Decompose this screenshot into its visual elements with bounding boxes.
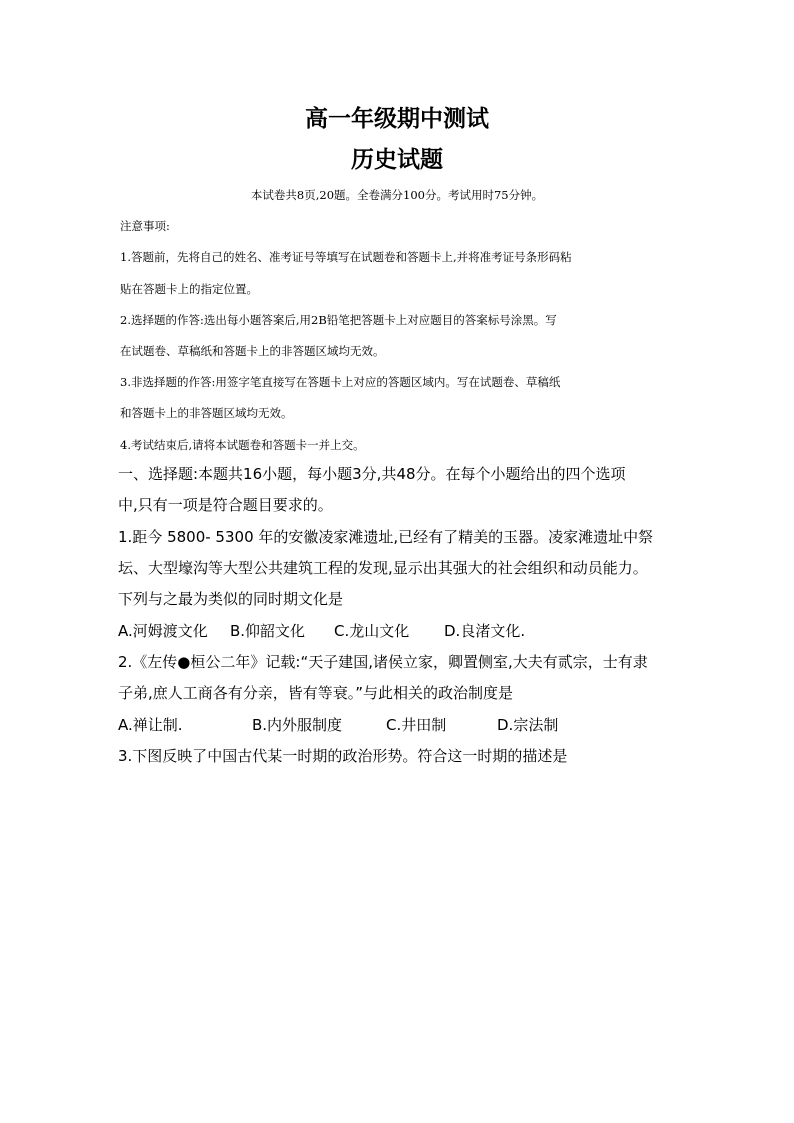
notice-heading: 注意事项: xyxy=(120,219,170,233)
question-3-line-1: 3.下图反映了中国古代某一时期的政治形势。符合这一时期的描述是 xyxy=(118,747,568,765)
question-2-line-1: 2.《左传●桓公二年》记载:“天子建国,诸侯立家，卿置侧室,大夫有贰宗，士有隶 xyxy=(118,653,648,671)
section-heading-line-2: 中,只有一项是符合题目要求的。 xyxy=(118,496,333,514)
q2-option-b: B.内外服制度 xyxy=(252,716,343,734)
q1-option-a: A.河姆渡文化 xyxy=(118,622,208,640)
notice-3-line-2: 和答题卡上的非答题区域均无效。 xyxy=(120,406,293,420)
notice-1-line-2: 贴在答题卡上的指定位置。 xyxy=(120,282,258,296)
q1-option-c: C.龙山文化 xyxy=(334,622,410,640)
q2-option-a: A.禅让制. xyxy=(118,716,183,734)
question-1-line-2: 坛、大型壕沟等大型公共建筑工程的发现,显示出其强大的社会组织和动员能力。 xyxy=(118,559,648,577)
question-1-line-1: 1.距今 5800- 5300 年的安徽凌家滩遗址,已经有了精美的玉器。凌家滩遗址中祭 xyxy=(118,528,654,546)
question-1-options xyxy=(118,620,525,642)
q1-option-d: D.良渚文化. xyxy=(444,622,526,640)
notice-1-line-1: 1.答题前，先将自己的姓名、准考证号等填写在试题卷和答题卡上,并将准考证号条形码粘 xyxy=(120,250,572,264)
q1-option-b: B.仰韶文化 xyxy=(230,622,306,640)
section-heading-line-1: 一、选择题:本题共16小题，每小题3分,共48分。在每个小题给出的四个选项 xyxy=(118,465,626,483)
question-1-line-3: 下列与之最为类似的同时期文化是 xyxy=(118,590,344,608)
q2-option-c: C.井田制 xyxy=(386,716,447,734)
subject-title: 历史试题 xyxy=(351,146,443,173)
exam-title: 高一年级期中测试 xyxy=(305,105,489,132)
notice-4: 4.考试结束后,请将本试题卷和答题卡一并上交。 xyxy=(120,438,365,452)
notice-3-line-1: 3.非选择题的作答:用签字笔直接写在答题卡上对应的答题区域内。写在试题卷、草稿纸 xyxy=(120,375,561,389)
notice-2-line-1: 2.选择题的作答:选出每小题答案后,用2B铅笔把答题卡上对应题目的答案标号涂黑。写 xyxy=(120,313,557,327)
q2-option-d: D.宗法制 xyxy=(497,716,559,734)
notice-2-line-2: 在试题卷、草稿纸和答题卡上的非答题区域均无效。 xyxy=(120,344,385,358)
question-2-line-2: 子弟,庶人工商各有分亲，皆有等衰。”与此相关的政治制度是 xyxy=(118,684,514,702)
question-2-options xyxy=(118,714,558,736)
exam-info: 本试卷共8页,20题。全卷满分100分。考试用时75分钟。 xyxy=(250,188,544,202)
